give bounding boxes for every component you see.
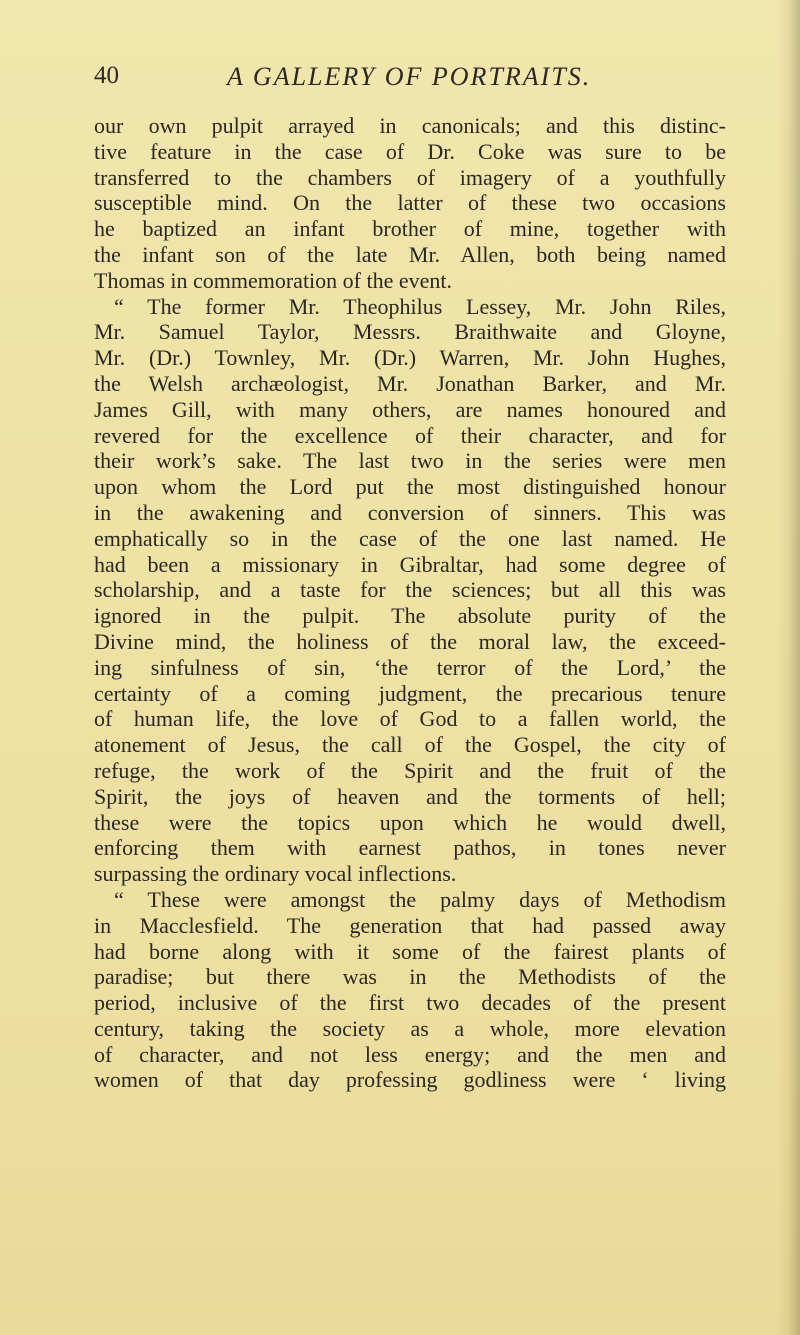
text-line: refuge, the work of the Spirit and the fruit of the [94,757,726,783]
text-line: period, inclusive of the first two decades of the present [94,990,726,1016]
text-line: tive feature in the case of Dr. Coke was sure to be [94,138,726,164]
text-line: revered for the excellence of their character, and for [94,422,726,448]
text-line: Thomas in commemoration of the event. [94,267,453,293]
text-line: paradise; but there was in the Methodists of the [94,964,726,990]
text-line: susceptible mind. On the latter of these two occasions [94,190,726,216]
running-title: A GALLERY OF PORTRAITS. [227,62,592,91]
text-line: emphatically so in the case of the one last named. He [94,525,726,551]
text-line: James Gill, with many others, are names honoured and [94,396,726,422]
text-line: enforcing them with earnest pathos, in tones never [94,835,726,861]
text-line: of character, and not less energy; and the men and [94,1041,726,1067]
text-line: had borne along with it some of the fairest plants of [94,938,726,964]
text-line: “ These were amongst the palmy days of Methodism [114,886,726,912]
text-line: upon whom the Lord put the most distinguished honour [94,474,726,500]
text-line: atonement of Jesus, the call of the Gospel, the city of [94,732,726,758]
text-line: the Welsh archæologist, Mr. Jonathan Barker, and Mr. [94,370,726,396]
text-line: Divine mind, the holiness of the moral law, the exceed- [94,628,726,654]
text-line: in Macclesfield. The generation that had passed away [94,912,726,938]
text-line: “ The former Mr. Theophilus Lessey, Mr. John Riles, [114,293,726,319]
page-edge-shadow [778,0,800,1335]
page-number: 40 [94,62,119,89]
text-line: scholarship, and a taste for the sciences; but all this was [94,577,726,603]
body-text [94,113,726,1093]
text-line: of human life, the love of God to a fallen world, the [94,706,726,732]
running-header [94,62,654,98]
text-line: our own pulpit arrayed in canonicals; and this distinc- [94,113,726,138]
text-line: had been a missionary in Gibraltar, had some degree of [94,551,726,577]
text-line: their work’s sake. The last two in the series were men [94,448,726,474]
text-line: the infant son of the late Mr. Allen, both being named [94,241,726,267]
text-line: ignored in the pulpit. The absolute purity of the [94,603,726,629]
text-line: Mr. (Dr.) Townley, Mr. (Dr.) Warren, Mr. John Hughes, [94,345,726,371]
text-line: Spirit, the joys of heaven and the torments of hell; [94,783,726,809]
text-line: century, taking the society as a whole, more elevation [94,1015,726,1041]
text-line: these were the topics upon which he would dwell, [94,809,726,835]
text-line: Mr. Samuel Taylor, Messrs. Braithwaite and Gloyne, [94,319,726,345]
text-line: surpassing the ordinary vocal inflections. [94,861,457,887]
text-line: he baptized an infant brother of mine, together with [94,216,726,242]
text-line: ing sinfulness of sin, ‘the terror of the Lord,’ the [94,654,726,680]
text-line: women of that day professing godliness were ‘ living [94,1067,726,1093]
text-line: in the awakening and conversion of sinners. This was [94,499,726,525]
text-line: transferred to the chambers of imagery of a youthfully [94,164,726,190]
text-line: certainty of a coming judgment, the precarious tenure [94,680,726,706]
